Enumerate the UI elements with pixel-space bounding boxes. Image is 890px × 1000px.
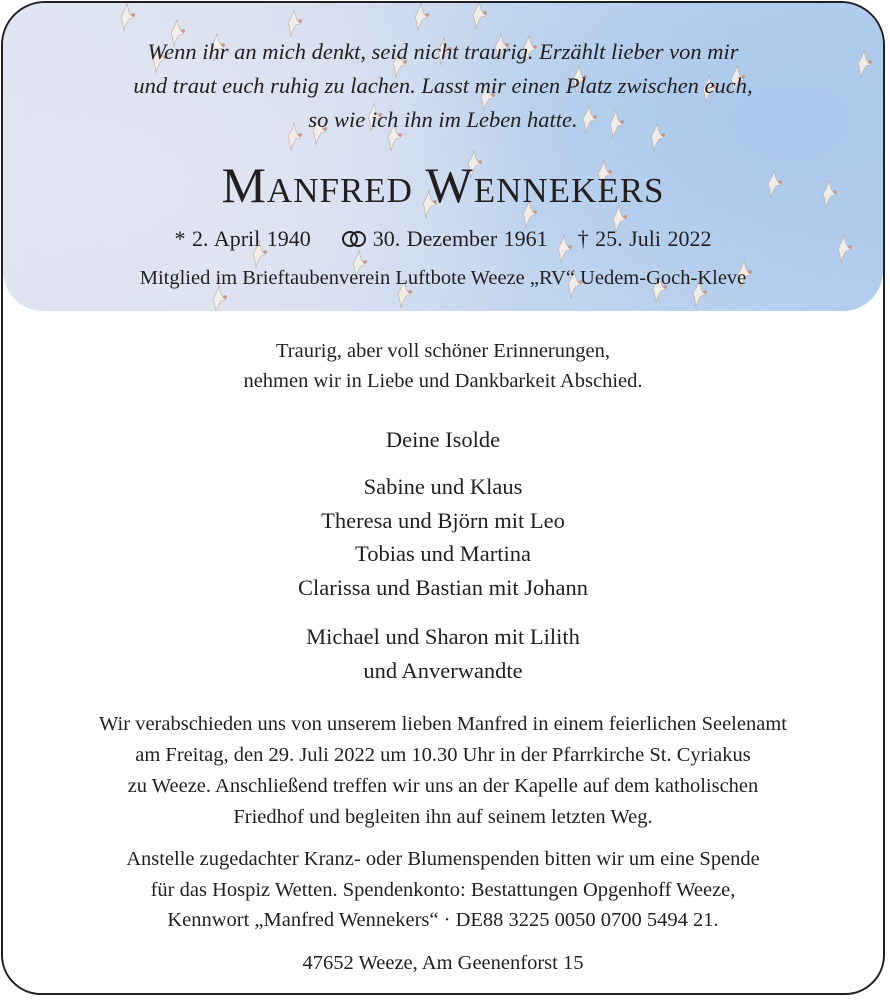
membership-line: Mitglied im Brieftaubenverein Luftbote Weeze „RV“ Uedem-Goch-Kleve bbox=[139, 267, 747, 289]
service-announcement bbox=[3, 709, 883, 833]
birth-date: * 2. April 1940 bbox=[174, 226, 311, 251]
death-date: † 25. Juli 2022 bbox=[577, 226, 712, 251]
rings-icon bbox=[341, 226, 373, 251]
service-line: Wir verabschieden uns von unserem lieben Manfred in einem feierlichen Seelenamt bbox=[99, 713, 787, 735]
spouse-name: Deine Isolde bbox=[385, 427, 501, 452]
quote-line: und traut euch ruhig zu lachen. Lasst mir einen Platz zwischen euch, bbox=[133, 73, 753, 98]
donation-request bbox=[3, 844, 883, 936]
service-line: am Freitag, den 29. Juli 2022 um 10.30 Uhr in der Pfarrkirche St. Cyriakus bbox=[135, 744, 751, 766]
farewell-text bbox=[3, 336, 883, 396]
donation-line: für das Hospiz Wetten. Spendenkonto: Bestattungen Opgenhoff Weeze, bbox=[150, 878, 736, 901]
life-dates bbox=[3, 224, 883, 254]
other-mourners bbox=[3, 620, 883, 687]
mourner-item: Tobias und Martina bbox=[355, 541, 531, 566]
mourner-item: Sabine und Klaus bbox=[363, 474, 523, 499]
donation-line: Anstelle zugedachter Kranz- oder Blumenspenden bitten wir um eine Spende bbox=[126, 848, 760, 870]
mourner-item: Theresa und Björn mit Leo bbox=[321, 507, 565, 533]
memorial-quote bbox=[3, 35, 883, 137]
farewell-line: Traurig, aber voll schöner Erinnerungen, bbox=[276, 340, 610, 362]
mourner-item: und Anverwandte bbox=[363, 657, 523, 683]
sky-banner bbox=[3, 3, 883, 311]
service-line: Friedhof und begleiten ihn auf seinem letzten Weg. bbox=[233, 806, 653, 828]
mourner-item: Clarissa und Bastian mit Johann bbox=[298, 574, 588, 600]
deceased-name: Manfred Wennekers bbox=[221, 157, 665, 213]
wedding-date: 30. Dezember 1961 bbox=[372, 226, 548, 251]
donation-line: Kennwort „Manfred Wennekers“ · DE88 3225 0050 0700 5494 21. bbox=[167, 909, 719, 931]
service-line: zu Weeze. Anschließend treffen wir uns an der Kapelle auf dem katholischen bbox=[127, 775, 759, 797]
obituary-card bbox=[1, 1, 885, 995]
farewell-line: nehmen wir in Liebe und Dankbarkeit Abschied. bbox=[243, 370, 643, 392]
children-list bbox=[3, 470, 883, 604]
mourner-item: Michael und Sharon mit Lilith bbox=[306, 624, 580, 649]
family-address: 47652 Weeze, Am Geenenforst 15 bbox=[302, 952, 584, 974]
quote-line: Wenn ihr an mich denkt, seid nicht traurig. Erzählt lieber von mir bbox=[147, 39, 739, 64]
quote-line: so wie ich ihn im Leben hatte. bbox=[308, 107, 578, 132]
